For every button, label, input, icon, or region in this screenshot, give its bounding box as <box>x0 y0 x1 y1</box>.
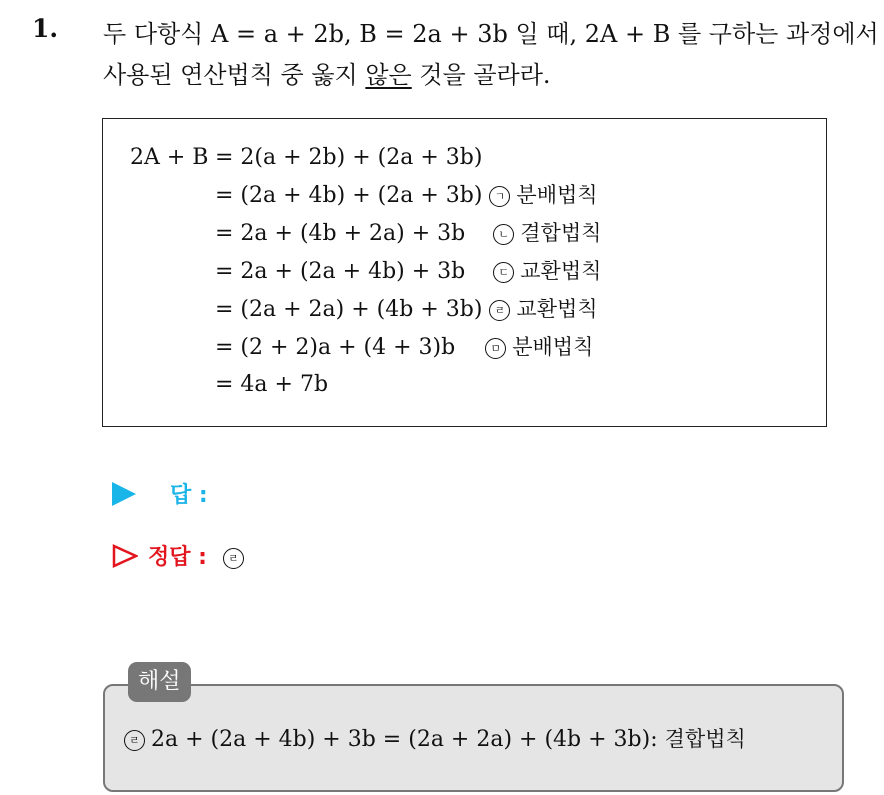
question-line-2-start: 사용된 연산법칙 중 옳지 <box>103 61 366 89</box>
circled-mark-icon: ㄹ <box>124 730 145 751</box>
step-expression: = 4a + 7b <box>215 372 329 397</box>
work-step-7 <box>215 370 328 400</box>
circled-mark-icon: ㄴ <box>493 224 514 245</box>
circled-mark-icon: ㅁ <box>485 338 506 359</box>
step-law: 분배법칙 <box>512 335 594 359</box>
step-law: 교환법칙 <box>516 297 598 321</box>
solution-law: 결합법칙 <box>664 727 746 751</box>
step-law: 결합법칙 <box>520 221 602 245</box>
question-line-1: 두 다항식 A = a + 2b, B = 2a + 3b 일 때, 2A + B 를 구하는 과정에서 <box>103 20 879 48</box>
solution-tag: 해설 <box>128 662 191 702</box>
step-expression: = (2a + 4b) + (2a + 3b) <box>215 183 483 208</box>
solution-text <box>124 723 746 753</box>
correct-answer-value: ㄹ <box>223 548 244 569</box>
step-expression: = 2a + (4b + 2a) + 3b <box>215 221 466 246</box>
step-law: 교환법칙 <box>520 259 602 283</box>
work-step-6 <box>215 332 593 363</box>
step-expression: = (2 + 2)a + (4 + 3)b <box>215 335 456 360</box>
underlined-word: 않은 <box>365 61 412 89</box>
work-lhs: 2A + B <box>130 145 209 170</box>
correct-answer-row <box>112 540 250 571</box>
work-step-5 <box>215 294 598 325</box>
step-law: 분배법칙 <box>516 183 598 207</box>
solution-expression: 2a + (2a + 4b) + 3b = (2a + 2a) + (4b + 3b): <box>151 727 658 752</box>
step-expression: = (2a + 2a) + (4b + 3b) <box>215 297 483 322</box>
correct-answer-label: 정답 : <box>148 545 207 570</box>
answer-label: 답 : <box>170 483 208 508</box>
question-line-2 <box>103 55 551 90</box>
step-expression: = 2(a + 2b) + (2a + 3b) <box>215 145 483 170</box>
play-triangle-icon <box>112 482 136 506</box>
circled-mark-icon: ㄹ <box>489 300 510 321</box>
work-step-3 <box>215 218 601 249</box>
circled-mark-icon: ㄷ <box>493 262 514 283</box>
circled-mark-icon: ㄱ <box>489 186 510 207</box>
work-step-4 <box>215 256 601 287</box>
work-step-1 <box>215 143 482 173</box>
question-number: 1. <box>32 14 59 43</box>
answer-row <box>112 478 208 509</box>
question-line-2-end: 것을 골라라. <box>411 61 551 89</box>
outline-triangle-icon <box>112 544 138 568</box>
step-expression: = 2a + (2a + 4b) + 3b <box>215 259 466 284</box>
work-step-2 <box>215 180 598 211</box>
